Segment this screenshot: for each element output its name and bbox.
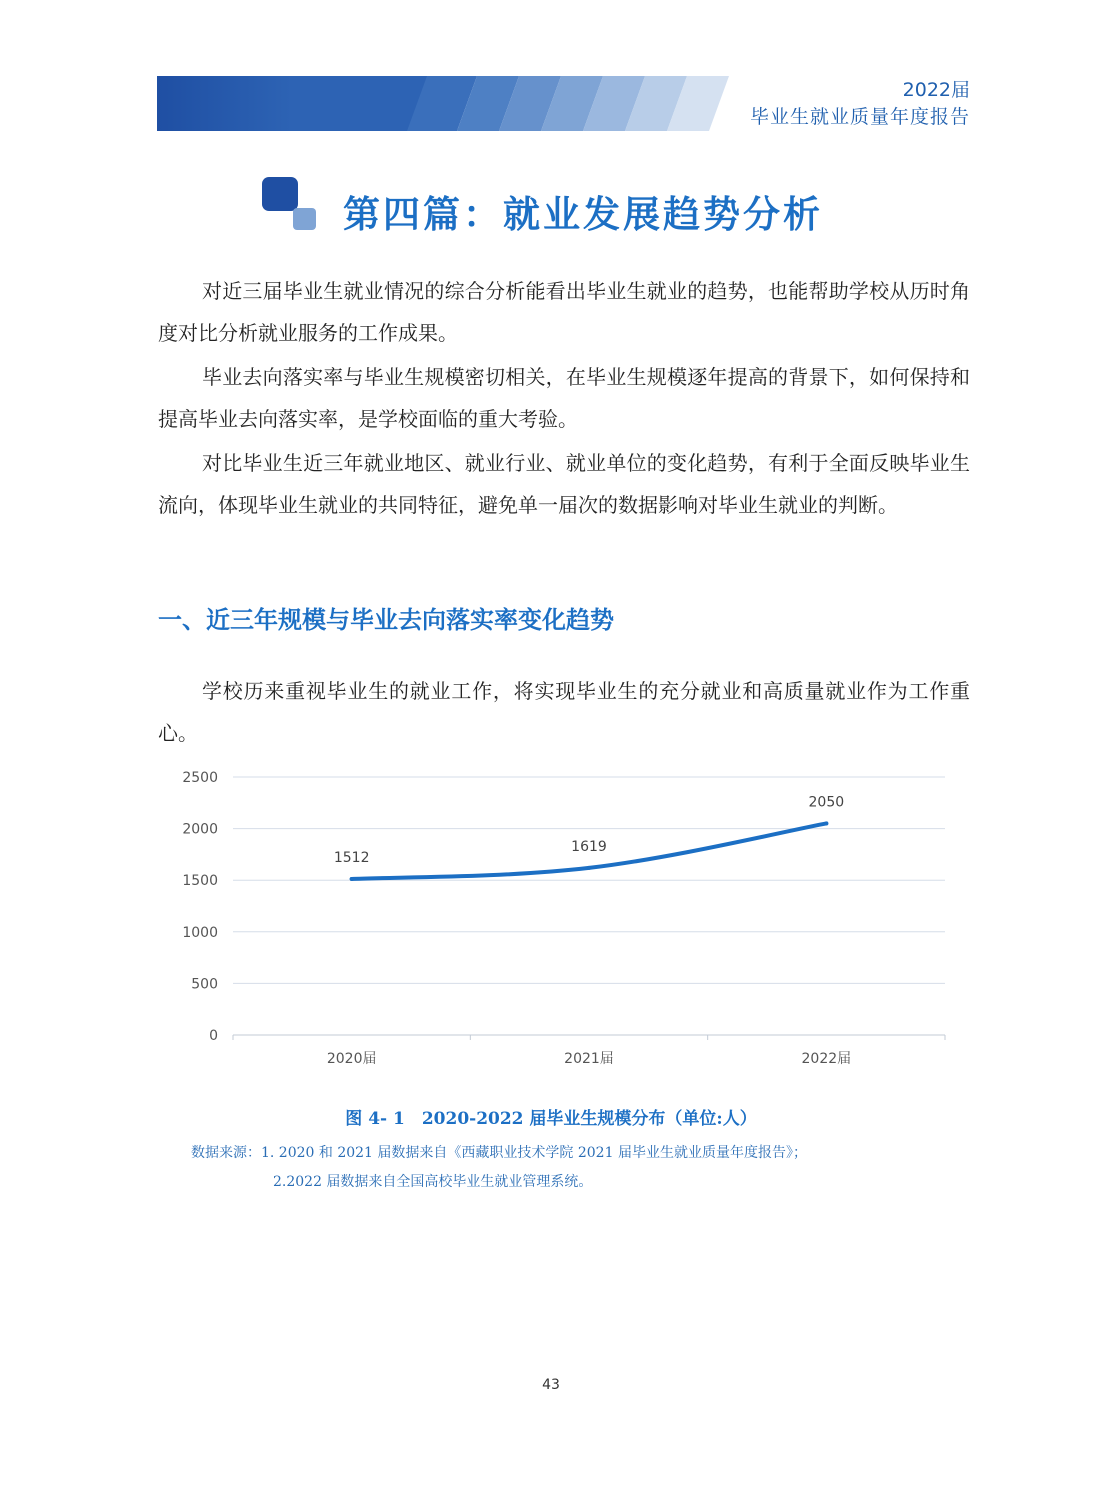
report-year: 2022届 (902, 79, 970, 101)
x-tick-label: 2021届 (564, 1051, 614, 1067)
header-stripe-banner (157, 76, 732, 131)
data-point (587, 866, 591, 870)
y-tick-label: 500 (191, 976, 218, 993)
paragraph-2: 毕业去向落实率与毕业生规模密切相关，在毕业生规模逐年提高的背景下，如何保持和提高毕业去向落实率，是学校面临的重大考验。 (158, 365, 970, 431)
y-tick-label: 2500 (182, 770, 218, 786)
paragraph-3: 对比毕业生近三年就业地区、就业行业、就业单位的变化趋势，有利于全面反映毕业生流向，体现毕业生就业的共同特征，避免单一届次的数据影响对毕业生就业的判断。 (158, 451, 970, 517)
graduate-scale-line-chart (160, 760, 960, 1080)
figure-caption: 图 4- 1 2020-2022 届毕业生规模分布（单位:人） (345, 1109, 757, 1129)
data-source-line-1: 数据来源：1. 2020 和 2021 届数据来自《西藏职业技术学院 2021 届毕业生就业质量年度报告》； (191, 1145, 807, 1161)
data-point (824, 821, 828, 825)
y-tick-label: 2000 (182, 821, 218, 838)
data-label: 1512 (333, 849, 370, 866)
section-heading: 一、近三年规模与毕业去向落实率变化趋势 (158, 606, 614, 634)
y-tick-label: 1500 (182, 873, 218, 890)
data-source-line-2: 2.2022 届数据来自全国高校毕业生就业管理系统。 (273, 1174, 593, 1190)
x-tick-label: 2020届 (326, 1051, 377, 1067)
page-number: 43 (542, 1377, 560, 1393)
chapter-squares-icon (262, 177, 318, 233)
report-header (750, 78, 970, 132)
report-title: 毕业生就业质量年度报告 (749, 106, 970, 128)
chapter-title: 第四篇：就业发展趋势分析 (343, 193, 823, 236)
y-tick-label: 0 (209, 1028, 218, 1044)
x-tick-label: 2022届 (801, 1051, 852, 1067)
y-tick-label: 1000 (182, 924, 218, 941)
data-label: 2050 (808, 794, 845, 811)
paragraph-1: 对近三届毕业生就业情况的综合分析能看出毕业生就业的趋势，也能帮助学校从历时角度对比分析就业服务的工作成果。 (158, 279, 970, 345)
section-intro: 学校历来重视毕业生的就业工作，将实现毕业生的充分就业和高质量就业作为工作重心。 (158, 679, 970, 745)
data-point (350, 877, 354, 881)
data-label: 1619 (571, 838, 607, 855)
